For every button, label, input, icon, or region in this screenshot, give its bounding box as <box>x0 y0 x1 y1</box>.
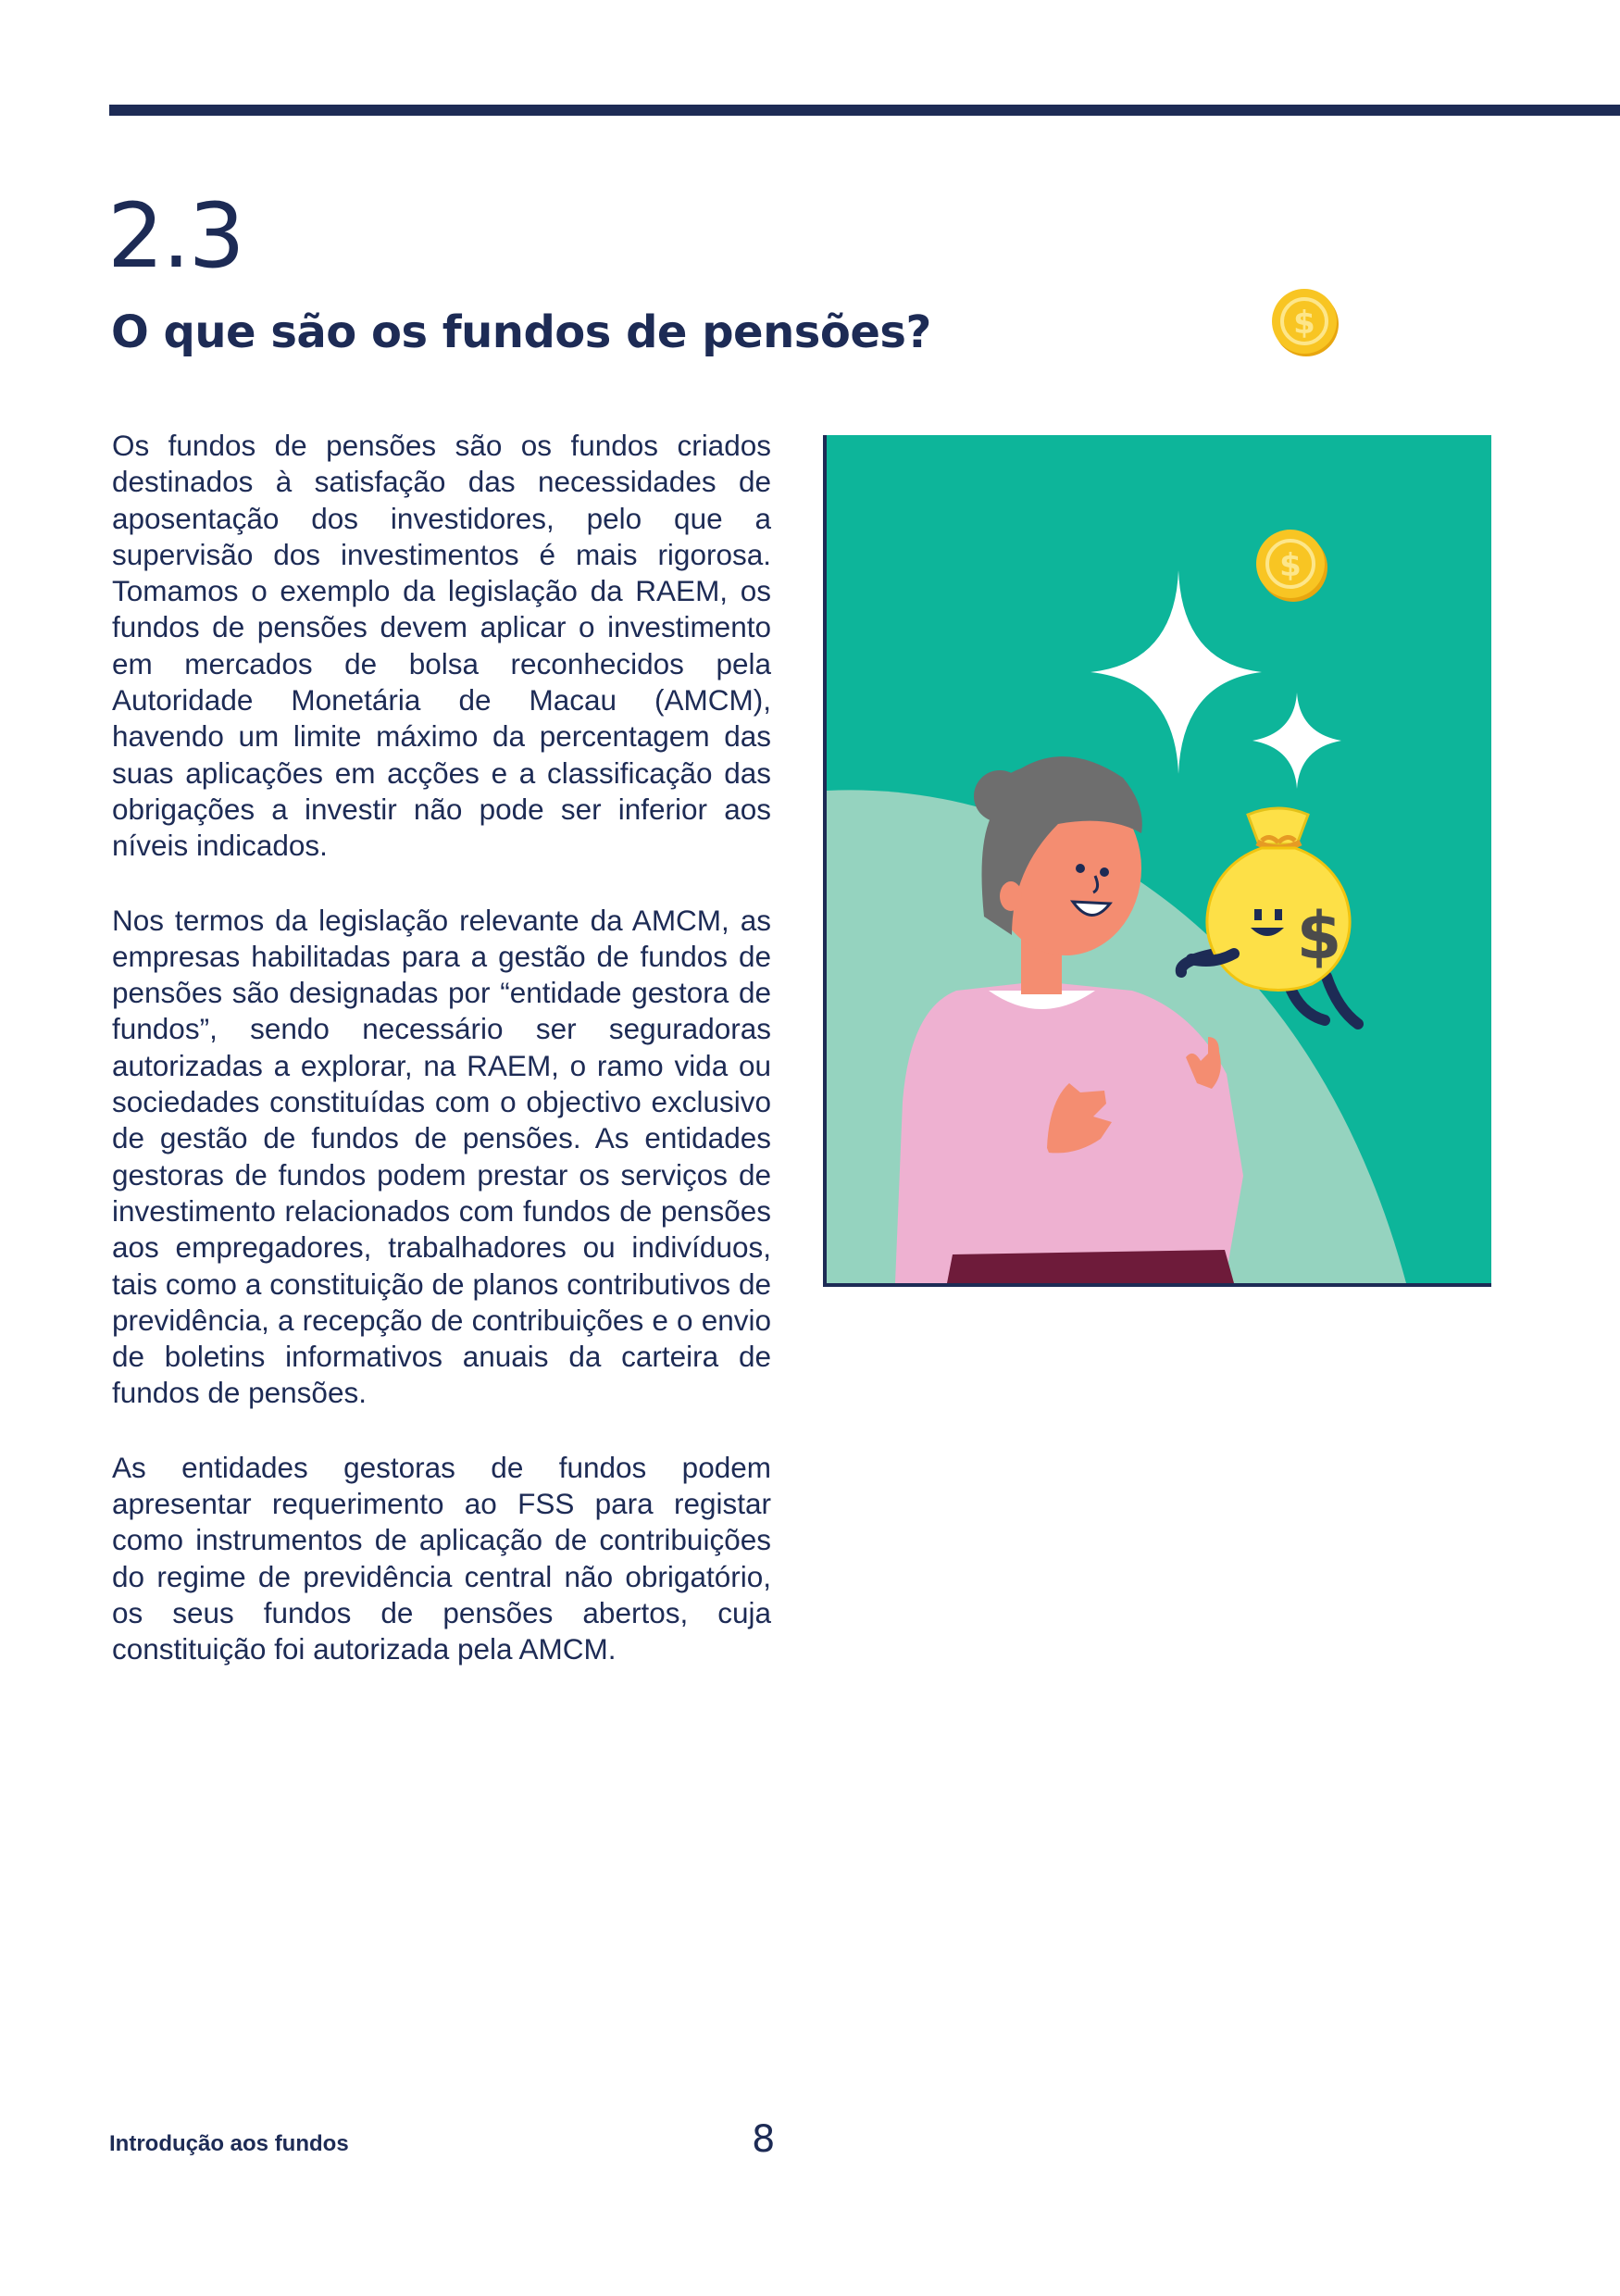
sparkle-icon <box>1090 570 1262 774</box>
section-title: O que são os fundos de pensões? <box>111 306 931 358</box>
paragraph-2: Nos termos da legislação relevante da AMCM, as empresas habilitadas para a gestão de fundos de pensões são designadas por “entidade gestora de fundos”, sendo necessário ser seguradoras autorizadas a explorar, na RAEM, o ramo vida ou sociedades constituídas com o objectivo exclusivo de gestão de fundos de pensões. As entidades gestoras de fundos podem prestar os serviços de investimento relacionados com fundos de pensões aos empregadores, trabalhadores ou indivíduos, tais como a constituição de planos contributivos de previdência, a recepção de contribuições e o envio de boletins informativos anuais da carteira de fundos de pensões. <box>112 903 771 1410</box>
page-number: 8 <box>752 2118 776 2161</box>
top-rule <box>109 105 1620 116</box>
svg-text:$: $ <box>1293 305 1315 342</box>
body-text <box>112 428 771 1706</box>
coin-icon <box>1256 530 1327 602</box>
paragraph-3: As entidades gestoras de fundos podem apresentar requerimento ao FSS para registar como instrumentos de aplicação de contribuições do regime de previdência central não obrigatório, os seus fundos de pensões abertos, cuja constituição foi autorizada pela AMCM. <box>112 1450 771 1666</box>
illustration <box>823 435 1491 1287</box>
svg-text:$: $ <box>1296 898 1342 974</box>
coin-icon <box>1270 287 1340 357</box>
sparkle-icon <box>1252 693 1341 789</box>
footer-label: Introdução aos fundos <box>109 2131 349 2156</box>
svg-text:$: $ <box>1279 547 1302 584</box>
section-number: 2.3 <box>107 184 243 288</box>
paragraph-1: Os fundos de pensões são os fundos criados destinados à satisfação das necessidades de aposentação dos investidores, pelo que a supervisão dos investimentos é mais rigorosa. Tomamos o exemplo da legislação da RAEM, os fundos de pensões devem aplicar o investimento em mercados de bolsa reconhecidos pela Autoridade Monetária de Macau (AMCM), havendo um limite máximo da percentagem das suas aplicações em acções e a classificação das obrigações a investir não pode ser inferior aos níveis indicados. <box>112 429 771 863</box>
